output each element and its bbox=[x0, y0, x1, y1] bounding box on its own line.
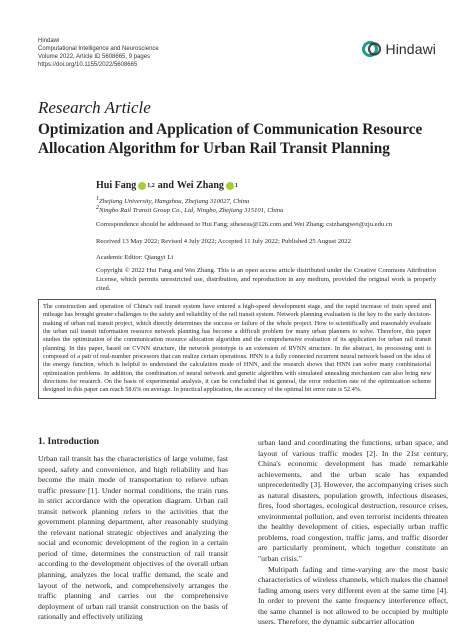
author-list bbox=[96, 180, 238, 191]
article-type: Research Article bbox=[38, 98, 151, 117]
affiliation-text: Zhejiang University, Hangzhou, Zhejiang 310027, China bbox=[99, 198, 250, 206]
body-column-left bbox=[38, 454, 228, 623]
article-title: Optimization and Application of Communication Resource Allocation Algorithm for Urban Rail Transit Planning bbox=[38, 121, 423, 157]
orcid-icon[interactable] bbox=[138, 182, 146, 190]
author-conjunction: and bbox=[157, 180, 174, 191]
body-column-right bbox=[258, 438, 448, 628]
affiliation-sup: 1 bbox=[96, 196, 99, 202]
orcid-icon[interactable] bbox=[226, 182, 234, 190]
section-heading: 1. Introduction bbox=[38, 437, 100, 447]
copyright-notice: Copyright © 2022 Hui Fang and Wei Zhang. This is an open access article distributed under the Creative Commons Attribution License, which permits unrestricted use, distribution, and reproduction in any medium, provided the original work is properly cited. bbox=[96, 267, 436, 292]
affiliation-text: Ningbo Rail Transit Group Co., Ltd, Ningbo, Zhejiang 315101, China bbox=[99, 207, 284, 215]
author-name[interactable]: Hui Fang bbox=[96, 180, 137, 191]
author-affiliation-sup: 1 bbox=[234, 182, 238, 189]
paragraph: urban land and coordinating the functions, urban space, and layout of various traffic modes [2]. In the 21st century, China's economic development has made remarkable achievements, and the urban scale has expanded unprecedentedly [3]. However, the accompanying crises such as natural disasters, population growth, infectious diseases, fires, food shortages, ecological destruction, resource crises, environmental pollution, and even terrorist incidents threaten the healthy development of cities, especially urban traffic problems, road congestion, traffic jams, and traffic disorder are particularly prominent, which together constitute an "urban crisis." bbox=[258, 438, 448, 564]
affiliation-2 bbox=[96, 204, 283, 215]
correspondence: Correspondence should be addressed to Hui Fang; stheseus@126.com and Wei Zhang; cstzhangwei@zju.edu.cn bbox=[96, 221, 393, 228]
header-publisher: Hindawi bbox=[38, 38, 60, 44]
author-affiliation-sup: 1,2 bbox=[147, 182, 155, 189]
logo-text: Hindawi bbox=[385, 41, 436, 57]
author-name[interactable]: Wei Zhang bbox=[176, 180, 224, 191]
paragraph: Urban rail transit has the characteristics of large volume, fast speed, safety and convenience, and high reliability and has become the main mode of transportation to relieve urban traffic pressure [1]. Under normal conditions, the train runs in strict accordance with the operation diagram. Urban rail transit network planning refers to the activities that the government planning department, after reasonably studying the relevant national strategic objectives and analyzing the social and economic development of the region in a certain period of time, determines the construction of rail transit according to the development objectives of the overall urban planning, analyzes the local traffic demand, the scale and layout of the network, and comprehensively arranges the traffic planning and carries out the comprehensive deployment of urban rail transit construction on the basis of rationally and effectively utilizing bbox=[38, 454, 228, 622]
hindawi-logo[interactable] bbox=[362, 39, 437, 59]
hindawi-logo-icon bbox=[362, 39, 382, 59]
article-dates: Received 13 May 2022; Revised 4 July 2022; Accepted 11 July 2022; Published 25 August 2022 bbox=[96, 238, 351, 245]
affiliation-sup: 2 bbox=[96, 205, 99, 211]
abstract: The construction and operation of China's rail transit system have entered a high-speed development stage, and the rapid increase of train speed and mileage has brought greater challenges to the safety and reliability of the rail transit system. Network planning evaluation is the key to the early decision-making of urban rail transit project, which directly determines the success or failure of the whole project. How to scientifically and reasonably evaluate the urban rail transit information resource network planning has become a difficult problem for many urban planners to solve. Therefore, this paper studies the optimization of the communication resource allocation algorithm and the comprehensive evaluation of its application for urban rail transit planning. In this paper, based on CVNN structure, the network prototype is an extension of RVNN structure. In the abstract, its processing unit is composed of a pair of real-number processors that can realize certain operations. HNN is a fully connected recurrent neural network based on the idea of the energy function, which is helpful to understand the calculation mode of HNN, and the research shows that HNN can solve many combinatorial optimization problems. In addition, the combination of neural network and genetic algorithm with simulated annealing mechanism can also bring new directions for research. On the basis of experimental analysis, it can be concluded that in general, the error reduction rate of the optimization scheme designed in this paper can reach 58.6% on average. In practical application, the accuracy of the optimal bit error rate is 52.4%. bbox=[38, 299, 436, 399]
header-journal: Computational Intelligence and Neuroscience bbox=[38, 46, 159, 52]
header-volume: Volume 2022, Article ID 5608665, 9 pages bbox=[38, 54, 151, 60]
header-doi[interactable]: https://doi.org/10.1155/2022/5608665 bbox=[38, 62, 138, 68]
paragraph: Multipath fading and time-varying are the most basic characteristics of wireless channels, which makes the channel fading among users very different even at the same time [4]. In order to prevent the same frequency interference effect, the same channel is not allowed to be occupied by multiple users. Therefore, the dynamic subcarrier allocation bbox=[258, 564, 448, 627]
academic-editor: Academic Editor: Qiangyi Li bbox=[96, 254, 174, 261]
